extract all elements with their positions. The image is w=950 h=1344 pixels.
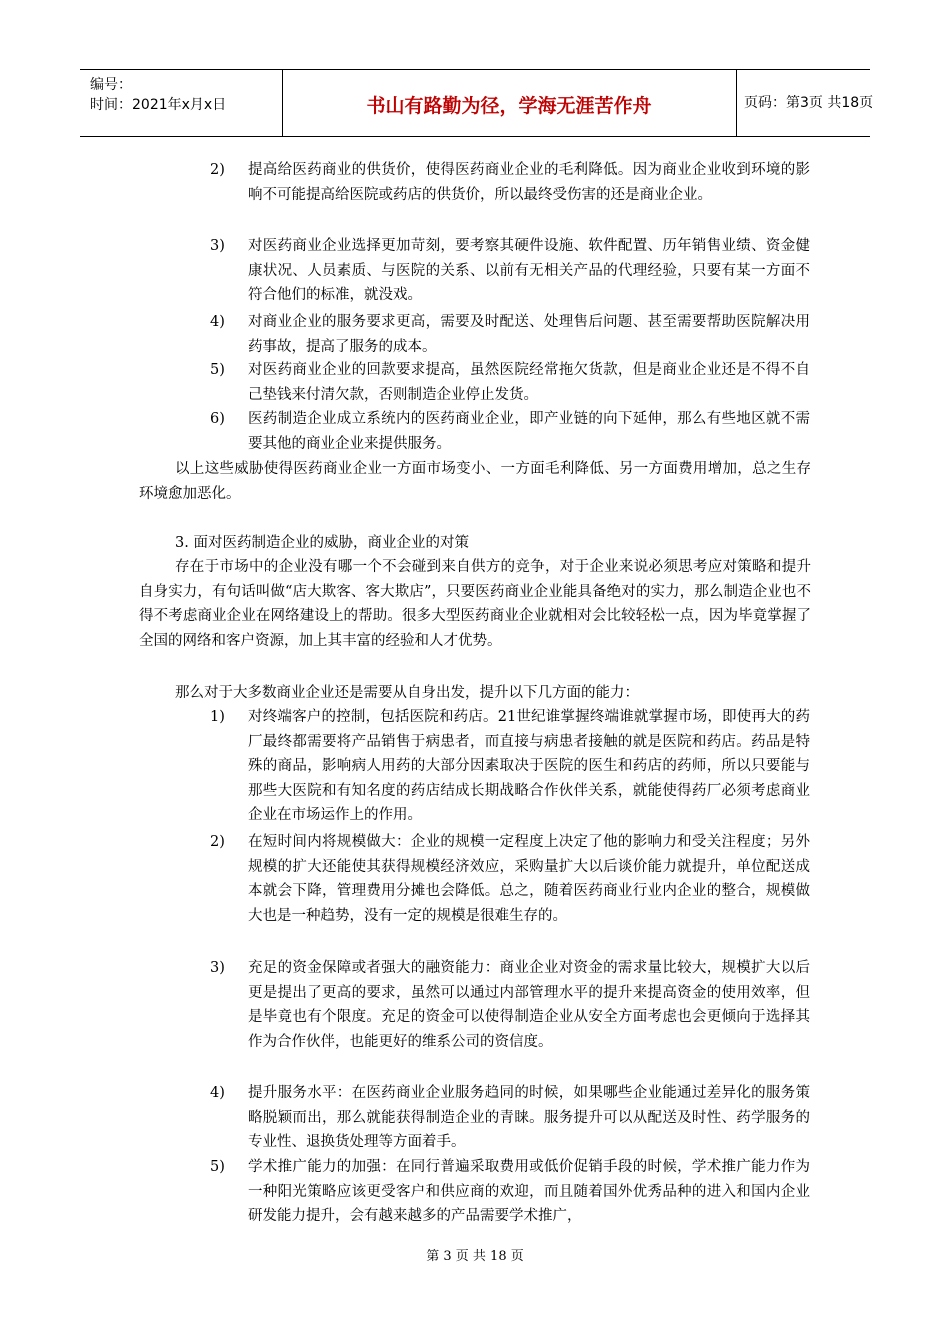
page-header: [80, 69, 874, 137]
list-item-number: 3): [210, 238, 225, 254]
list-item-text: 医药制造企业成立系统内的医药商业企业，即产业链的向下延伸，那么有些地区就不需要其他的商业企业来提供服务。: [248, 411, 810, 452]
list-item-number: 2): [210, 162, 225, 178]
list-item-text: 对医药商业企业选择更加苛刻，要考察其硬件设施、软件配置、历年销售业绩、资金健康状况、人员素质、与医院的关系、以前有无相关产品的代理经验，只要有某一方面不符合他们的标准，就没戏。: [248, 238, 810, 303]
list-item-number: 2): [210, 834, 225, 850]
document-date-label: 时间：2021年x月x日: [90, 97, 227, 113]
summary-paragraph: 以上这些威胁使得医药商业企业一方面市场变小、一方面毛利降低、另一方面费用增加，总之生存环境愈加恶化。: [139, 461, 811, 502]
list-item-text: 学术推广能力的加强：在同行普遍采取费用或低价促销手段的时候，学术推广能力作为一种阳光策略应该更受客户和供应商的欢迎，而且随着国外优秀品种的进入和国内企业研发能力提升，会有越来越多的产品需要学术推广，: [248, 1159, 810, 1224]
document-number-label: 编号：: [90, 77, 132, 93]
header-meta-cell: [80, 70, 283, 136]
page-footer: 第 3 页 共 18 页: [426, 1249, 524, 1264]
header-motto-cell: [282, 70, 737, 136]
list-item-text: 在短时间内将规模做大：企业的规模一定程度上决定了他的影响力和受关注程度；另外规模的扩大还能使其获得规模经济效应，采购量扩大以后谈价能力就提升，单位配送成本就会下降，管理费用分摊也会降低。总之，随着医药商业行业内企业的整合，规模做大也是一种趋势，没有一定的规模是很难生存的。: [248, 834, 810, 924]
header-page-cell: [736, 70, 874, 136]
intro-paragraph: 存在于市场中的企业没有哪一个不会碰到来自供方的竞争，对于企业来说必须思考应对策略和提升自身实力，有句话叫做“店大欺客、客大欺店”，只要医药商业企业能具备绝对的实力，那么制造企业也不得不考虑商业企业在网络建设上的帮助。很多大型医药商业企业就相对会比较轻松一点，因为毕竟掌握了全国的网络和客户资源，加上其丰富的经验和人才优势。: [139, 559, 811, 649]
list-item-number: 5): [210, 362, 225, 378]
section-heading: 3. 面对医药制造企业的威胁，商业企业的对策: [175, 535, 469, 551]
list-item-number: 4): [210, 1085, 225, 1101]
list-item-number: 5): [210, 1159, 225, 1175]
list-item-number: 4): [210, 314, 225, 330]
list-item-text: 对医药商业企业的回款要求提高，虽然医院经常拖欠货款，但是商业企业还是不得不自己垫钱来付清欠款，否则制造企业停止发货。: [248, 362, 810, 403]
list-item-text: 提升服务水平：在医药商业企业服务趋同的时候，如果哪些企业能通过差异化的服务策略脱颖而出，那么就能获得制造企业的青睐。服务提升可以从配送及时性、药学服务的专业性、退换货处理等方面着手。: [248, 1085, 810, 1150]
list-item-text: 对商业企业的服务要求更高，需要及时配送、处理售后问题、甚至需要帮助医院解决用药事故，提高了服务的成本。: [248, 314, 810, 355]
header-page-info: 页码：第3页 共18页: [744, 95, 874, 111]
list-item-text: 提高给医药商业的供货价，使得医药商业企业的毛利降低。因为商业企业收到环境的影响不可能提高给医院或药店的供货价，所以最终受伤害的还是商业企业。: [248, 162, 810, 203]
list-item-number: 3): [210, 960, 225, 976]
list-item-number: 6): [210, 411, 225, 427]
lead-paragraph: 那么对于大多数商业企业还是需要从自身出发，提升以下几方面的能力：: [175, 685, 639, 701]
header-motto: 书山有路勤为径，学海无涯苦作舟: [366, 95, 652, 117]
list-item-number: 1): [210, 709, 225, 725]
list-item-text: 充足的资金保障或者强大的融资能力：商业企业对资金的需求量比较大，规模扩大以后更是提出了更高的要求，虽然可以通过内部管理水平的提升来提高资金的使用效率，但是毕竟也有个限度。充足的资金可以使得制造企业从安全方面考虑也会更倾向于选择其作为合作伙伴，也能更好的维系公司的资信度。: [248, 960, 810, 1050]
list-item-text: 对终端客户的控制，包括医院和药店。21世纪谁掌握终端谁就掌握市场，即使再大的药厂最终都需要将产品销售于病患者，而直接与病患者接触的就是医院和药店。药品是特殊的商品，影响病人用药的大部分因素取决于医院的医生和药店的药师，所以只要能与那些大医院和有知名度的药店结成长期战略合作伙伴关系，就能使得药厂必须考虑商业企业在市场运作上的作用。: [248, 709, 810, 823]
